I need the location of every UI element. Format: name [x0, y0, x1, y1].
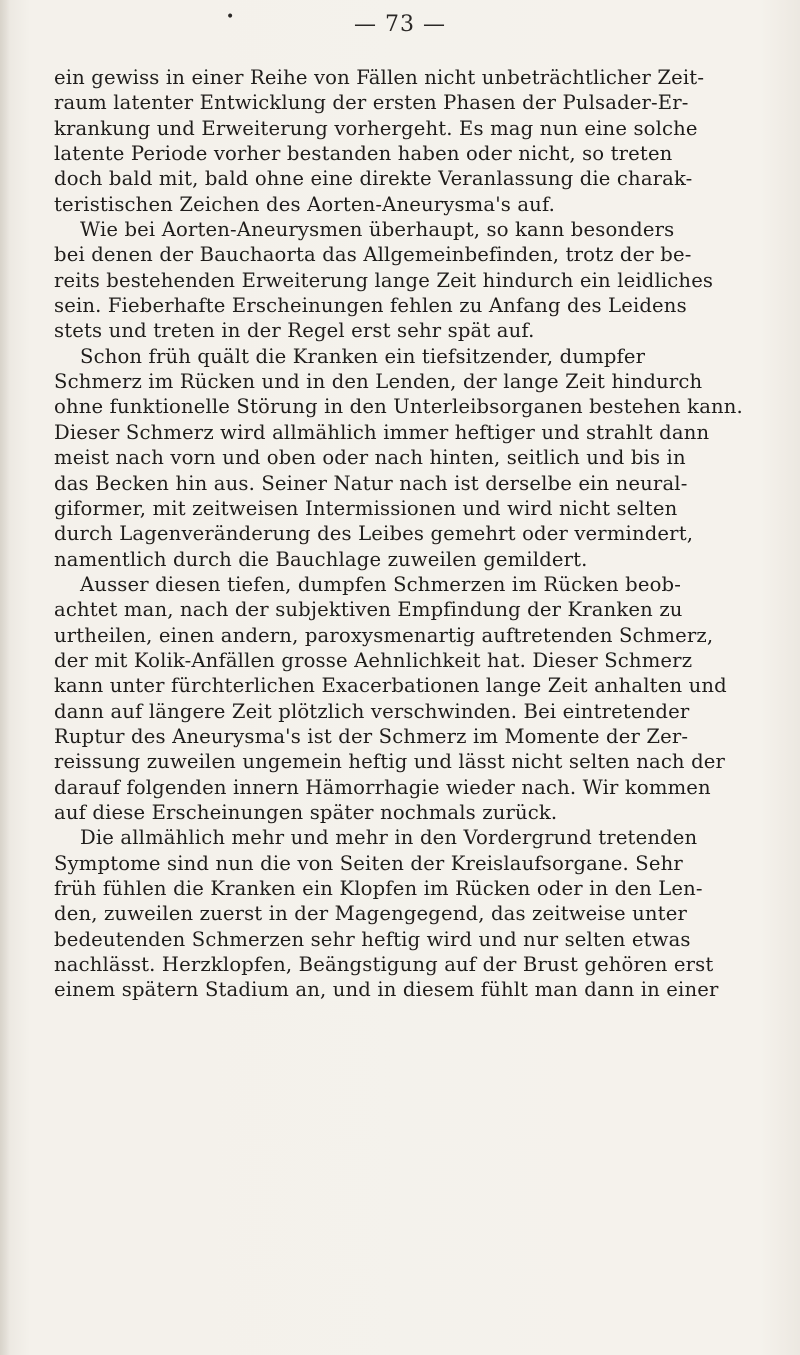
text-line: Schmerz im Rücken und in den Lenden, der lange Zeit hindurch: [54, 370, 703, 394]
text-line: nachlässt. Herzklopfen, Beängstigung auf der Brust gehören erst: [54, 953, 714, 977]
text-line: reissung zuweilen ungemein heftig und lässt nicht selten nach der: [54, 750, 726, 774]
text-line: Symptome sind nun die von Seiten der Kreislaufsorgane. Sehr: [54, 851, 683, 875]
text-line: achtet man, nach der subjektiven Empfindung der Kranken zu: [54, 598, 683, 622]
text-line: Die allmählich mehr und mehr in den Vordergrund tretenden: [80, 826, 698, 850]
paragraph: [54, 572, 794, 825]
paragraph: [54, 344, 794, 572]
text-line: stets und treten in der Regel erst sehr spät auf.: [54, 319, 535, 343]
page-number: — 73 —: [354, 12, 446, 37]
header-marker: •: [226, 9, 235, 25]
text-line: einem spätern Stadium an, und in diesem fühlt man dann in einer: [54, 978, 719, 1002]
text-line: reits bestehenden Erweiterung lange Zeit hindurch ein leidliches: [54, 268, 714, 292]
text-line: auf diese Erscheinungen später nochmals zurück.: [54, 800, 558, 824]
paragraph: [54, 217, 794, 344]
body-text: [54, 65, 794, 1003]
text-line: meist nach vorn und oben oder nach hinten, seitlich und bis in: [54, 446, 686, 470]
text-line: ohne funktionelle Störung in den Unterleibsorganen bestehen kann.: [54, 395, 743, 419]
text-line: ein gewiss in einer Reihe von Fällen nicht unbeträchtlicher Zeit-: [54, 66, 705, 89]
text-line: der mit Kolik-Anfällen grosse Aehnlichkeit hat. Dieser Schmerz: [54, 648, 693, 672]
text-line: Ruptur des Aneurysma's ist der Schmerz im Momente der Zer-: [54, 724, 689, 748]
text-line: das Becken hin aus. Seiner Natur nach ist derselbe ein neural-: [54, 471, 688, 495]
page-spine-shadow: [0, 0, 10, 1355]
text-line: latente Periode vorher bestanden haben oder nicht, so treten: [54, 142, 673, 166]
text-line: krankung und Erweiterung vorhergeht. Es mag nun eine solche: [54, 116, 698, 140]
text-line: teristischen Zeichen des Aorten-Aneurysma's auf.: [54, 192, 556, 216]
text-line: raum latenter Entwicklung der ersten Phasen der Pulsader-Er-: [54, 91, 689, 115]
text-line: Ausser diesen tiefen, dumpfen Schmerzen im Rücken beob-: [80, 572, 682, 596]
text-line: dann auf längere Zeit plötzlich verschwinden. Bei eintretender: [54, 699, 690, 723]
text-line: kann unter fürchterlichen Exacerbationen lange Zeit anhalten und: [54, 674, 727, 698]
text-line: urtheilen, einen andern, paroxysmenartig auftretenden Schmerz,: [54, 623, 714, 647]
paragraph: [54, 825, 794, 1002]
text-line: früh fühlen die Kranken ein Klopfen im Rücken oder in den Len-: [54, 877, 703, 900]
text-line: namentlich durch die Bauchlage zuweilen gemildert.: [54, 547, 588, 571]
text-line: Dieser Schmerz wird allmählich immer heftiger und strahlt dann: [54, 420, 710, 444]
text-line: den, zuweilen zuerst in der Magengegend, das zeitweise unter: [54, 902, 687, 926]
paragraph: [54, 65, 794, 217]
text-line: bedeutenden Schmerzen sehr heftig wird und nur selten etwas: [54, 927, 691, 951]
text-line: bei denen der Bauchaorta das Allgemeinbefinden, trotz der be-: [54, 243, 692, 267]
text-line: durch Lagenveränderung des Leibes gemehrt oder vermindert,: [54, 522, 694, 546]
text-line: Schon früh quält die Kranken ein tiefsitzender, dumpfer: [80, 344, 646, 368]
text-line: Wie bei Aorten-Aneurysmen überhaupt, so kann besonders: [80, 218, 675, 242]
text-line: giformer, mit zeitweisen Intermissionen und wird nicht selten: [54, 496, 678, 520]
text-line: darauf folgenden innern Hämorrhagie wieder nach. Wir kommen: [54, 775, 711, 799]
text-line: doch bald mit, bald ohne eine direkte Veranlassung die charak-: [54, 167, 693, 191]
text-line: sein. Fieberhafte Erscheinungen fehlen zu Anfang des Leidens: [54, 294, 687, 318]
